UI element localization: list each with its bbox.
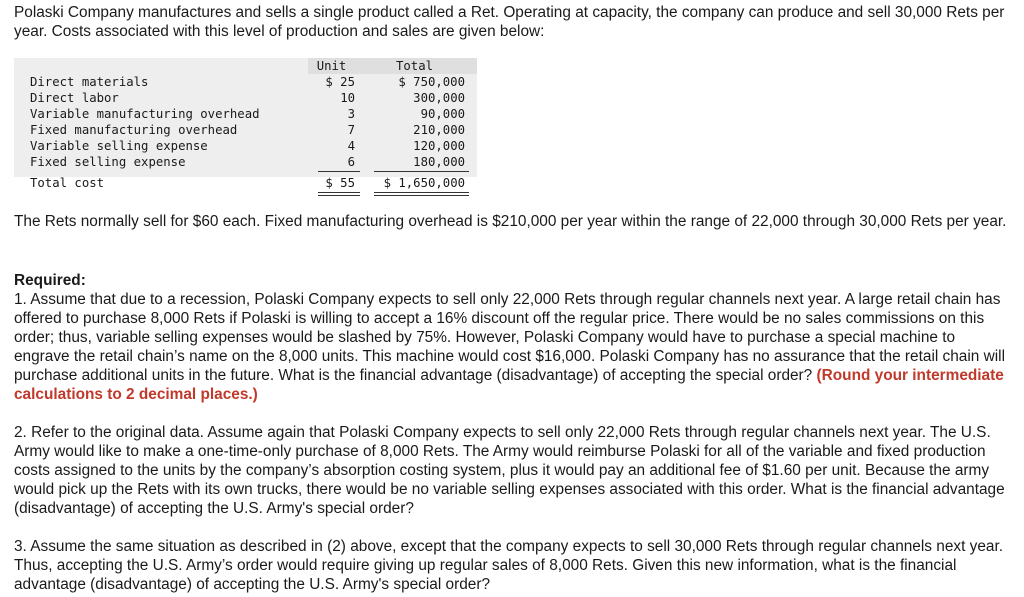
question-1: [14, 290, 1009, 404]
double-rule-total-1: [374, 192, 469, 193]
row-unit: 6: [347, 155, 355, 169]
row-total: $ 750,000: [398, 75, 465, 89]
row-label: Fixed selling expense: [30, 155, 186, 169]
price-paragraph: The Rets normally sell for $60 each. Fixed manufacturing overhead is $210,000 per year within the range of 22,000 through 30,000 Rets per year.: [14, 213, 1007, 230]
row-unit: 7: [347, 123, 355, 137]
row-unit: $ 25: [325, 75, 355, 89]
total-label: Total cost: [30, 176, 105, 190]
double-rule-unit-1: [318, 192, 360, 193]
question-3: 3. Assume the same situation as described in (2) above, except that the company expects to sell 30,000 Rets through regular channels next year. Thus, accepting the U.S. Army’s order would require giving up regular sales of 8,000 Rets. Given this new information, what is the financial advantage (disadvantage) of accepting the U.S. Army's special order?: [14, 538, 1003, 593]
row-total: 90,000: [420, 107, 465, 121]
total-header: Total: [395, 59, 434, 73]
row-total: 120,000: [413, 139, 465, 153]
double-rule-total-2: [374, 195, 469, 196]
row-unit: 3: [347, 107, 355, 121]
unit-header: Unit: [316, 59, 347, 73]
row-label: Direct labor: [30, 91, 119, 105]
row-unit: 4: [347, 139, 355, 153]
row-label: Direct materials: [30, 75, 149, 89]
row-total: 300,000: [413, 91, 465, 105]
row-total: 180,000: [413, 155, 465, 169]
row-label: Fixed manufacturing overhead: [30, 123, 238, 137]
row-label: Variable manufacturing overhead: [30, 107, 260, 121]
subtotal-rule-total: [374, 171, 469, 172]
row-total: 210,000: [413, 123, 465, 137]
row-label: Variable selling expense: [30, 139, 208, 153]
intro-paragraph: Polaski Company manufactures and sells a single product called a Ret. Operating at capacity, the company can produce and sell 30,000 Rets per year. Costs associated with this level of production and sales are given below:: [14, 4, 1005, 40]
double-rule-unit-2: [318, 195, 360, 196]
row-unit: 10: [340, 91, 355, 105]
total-unit: $ 55: [325, 176, 355, 190]
total-amount: $ 1,650,000: [383, 176, 465, 190]
question-2: 2. Refer to the original data. Assume again that Polaski Company expects to sell only 22,000 Rets through regular channels next year. The U.S. Army would like to make a one-time-only purchase of 8,000 Rets. The Army would reimburse Polaski for all of the variable and fixed production costs assigned to the units by the company’s absorption costing system, plus it would pay an additional fee of $1.60 per unit. Because the army would pick up the Rets with its own trucks, there would be no variable selling expenses associated with this order. What is the financial advantage (disadvantage) of accepting the U.S. Army's special order?: [14, 424, 1005, 517]
question-1-text: 1. Assume that due to a recession, Polaski Company expects to sell only 22,000 Rets through regular channels next year. A large retail chain has offered to purchase 8,000 Rets if Polaski is willing to accept a 16% discount off the regular price. There would be no sales commissions on this order; thus, variable selling expenses would be slashed by 75%. However, Polaski Company would have to purchase a special machine to engrave the retail chain’s name on the 8,000 units. This machine would cost $16,000. Polaski Company has no assurance that the retail chain will purchase additional units in the future. What is the financial advantage (disadvantage) of accepting the special order?: [14, 291, 1005, 384]
rounding-note: (Round your intermediate calculations to 2 decimal places.): [14, 367, 1004, 403]
subtotal-rule-unit: [318, 171, 360, 172]
required-heading: Required:: [14, 272, 86, 289]
